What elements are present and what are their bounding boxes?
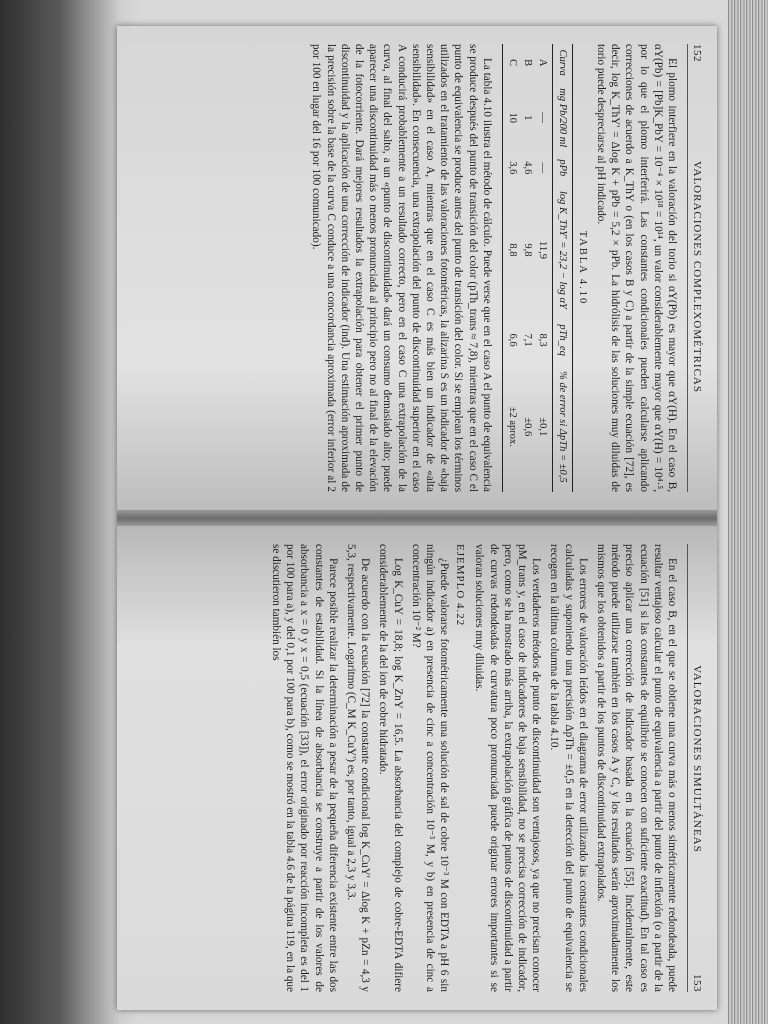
table-row — [502, 44, 520, 492]
table-cell: 7,1 — [521, 333, 533, 347]
table-cell: C — [502, 44, 520, 81]
table-header: mg Pb/200 ml — [552, 81, 572, 154]
right-paragraph-2: Los errores de valoración leídos en el diagrama de error utilizando las constantes condicionales calculadas y suponiendo una precisión ΔpTh = ±0,5 en la detección del punto de equivalencia se recogen en la última columna de la tabla 4.10. — [548, 544, 589, 992]
table-cell: — — [536, 112, 548, 124]
right-paragraph-4: ¿Puede valorarse fotométricamente una solución de sal de cobre 10⁻³ M con EDTA a pH 6 sin ningún indicador a) en presencia de cinc a concentración 10⁻³ M, y b) en presencia de cinc a concentración 10⁻² M? — [409, 544, 451, 992]
table-cell: A — [536, 58, 548, 67]
right-running-head — [687, 544, 703, 992]
table-cell: 6,6 — [502, 319, 520, 362]
right-paragraph-7: Parece posible realizar la determinación a pesar de la pequeña diferencia existente entre las dos constantes de estabilidad. Si la línea de absorbancia se construye a partir de los valores de absorbancia a x = 0 y x = 0,5 (ecuación [33]), el error originado por reacción incompleta es del 1 por 100 para a), y del 0,1 por 100 para b), como se mostró en la tabla 4.6 de la página 119, en la que se discutieron también los — [269, 544, 339, 992]
right-paragraph-3: Los verdaderos métodos de punto de discontinuidad son ventajosos, ya que no precisan conocer pM_trans y, en el caso de indicadores de baja sensibilidad, no se precisa corrección de indicador, pero, como se ha mostrado más arriba, la extrapolación gráfica de puntos de discontinuidad a partir de curvas redondeadas de curvatura poco pronunciada puede originar errores importantes si se valoran soluciones muy diluidas. — [473, 544, 543, 992]
table-cell: 11,9 — [536, 240, 548, 259]
left-paragraph-1: El plomo interfiere en la valoración del torio si αY(Pb) es mayor que αY(H). En el caso B, αY(Pb) = [Pb]K_PbY = 10⁻⁴ × 10¹⁸ = 10¹⁴, un valor considerablemente mayor que αY(H) = 10⁴·⁵, por lo que el plomo interferirá. Las constantes condicionales pueden calcularse aplicando correcciones de acuerdo a K_ThY o (en los casos B y C) a partir de la simple ecuación [72], es decir, log K_ThY' = Δlog K + pPb = 5,2 × pPb. La hidrólisis de las soluciones muy diluidas de torio puede despreciarse al pH indicado. — [594, 44, 678, 492]
left-page-number: 152 — [691, 44, 703, 62]
table-cell: — — [536, 162, 548, 174]
data-table — [502, 44, 573, 492]
table-cell: 9,8 — [521, 243, 533, 257]
table-cell: B — [521, 59, 533, 67]
table-header-row — [552, 44, 572, 492]
left-paragraph-2: La tabla 4.10 ilustra el método de cálculo. Puede verse que en el caso A el punto de equivalencia se produce después del punto de transición del color (pTh_trans ≈ 7,8), mientras que en el caso C el punto de equivalencia se produce antes del punto de transición del color. Si se emplean los términos utilizados en el tratamiento de las valoraciones fotométricas, la alizarina S es un indicador de «baja sensibilidad» en el caso A, mientras que en el caso C es más bien un indicador de «alta sensibilidad». En consecuencia, una extrapolación del punto de discontinuidad superior en el caso A conducirá probablemente a un resultado correcto, pero en el caso C una extrapolación de la curva, al final del salto, a un «punto de discontinuidad» dará un consumo demasiado alto; puede aparecer una discontinuidad más o menos pronunciada al principio pero no al final de la elevación de la fotocorriente. Dará mejores resultados la extrapolación para obtener el primer punto de discontinuidad y la aplicación de una corrección de indicador (ind). Una estimación aproximada de la precisión sobre la base de la curva C conduce a una concordancia aproximada (error inferior al 2 por 100 en lugar del 16 por 100 comunicado). — [310, 44, 493, 492]
right-paragraph-5: Log K_CuY = 18,8; log K_ZnY = 16,5. La absorbancia del complejo de cobre-EDTA difiere considerablemente de la del ion de cobre hidratado. — [377, 544, 404, 992]
right-page-number: 153 — [691, 974, 703, 992]
table-cell: 8,8 — [502, 181, 520, 318]
table-header: Curva — [552, 44, 572, 81]
right-running-title: VALORACIONES SIMULTÁNEAS — [691, 665, 703, 853]
example-title: EJEMPLO 4.22 — [454, 544, 467, 627]
left-page — [117, 26, 717, 510]
book-gutter — [117, 510, 717, 526]
right-paragraph-6: De acuerdo con la ecuación [72] la constante condicional log K_CuY' = Δlog K + pZn = 4,3 y 5,3, respectivamente. Logaritmo (C_M K_CuY') es, por tanto, igual a 2,3 y 3,3. — [344, 544, 372, 992]
table-cell: 1 — [521, 115, 533, 121]
right-paragraph-1: En el caso B, en el que se obtiene una curva más o menos simétricamente redondeada, puede resultar ventajoso calcular el punto de equivalencia a partir del punto de inflexión (o a partir de la ecuación [51] si las constantes de equilibrio se conocen con suficiente exactitud). En tal caso es preciso aplicar una corrección de indicador basada en la ecuación [55]. Incidentalmente, este método puede utilizarse también en los casos A y C, y los resultados serán aproximadamente los mismos que los obtenidos a partir de los puntos de discontinuidad extrapolados. — [594, 544, 678, 992]
table-header: log K_ThY' = 23,2 − log αY — [552, 181, 572, 318]
book-spread — [117, 26, 717, 1010]
table-cell: 8,3 — [536, 333, 548, 347]
page-edges — [728, 0, 768, 1024]
left-running-title: VALORACIONES COMPLEXOMÉTRICAS — [691, 160, 703, 393]
table-cell: 10 — [502, 81, 520, 154]
table-header: pPb — [552, 154, 572, 181]
left-running-head — [687, 44, 703, 492]
table-header: pTh_eq — [552, 319, 572, 362]
table-header: % de error si ΔpTh = ±0,5 — [552, 362, 572, 492]
table-cell: 3,6 — [502, 154, 520, 181]
table-row — [535, 44, 553, 492]
right-page — [117, 526, 717, 1010]
table-row — [520, 44, 535, 492]
table-cell: ±0,6 — [521, 417, 533, 437]
table-title: TABLA 4.10 — [576, 230, 588, 306]
table-cell: ±2 aprox. — [502, 362, 520, 492]
table-cell: ±0,1 — [536, 417, 548, 437]
table-cell: 4,6 — [521, 161, 533, 175]
